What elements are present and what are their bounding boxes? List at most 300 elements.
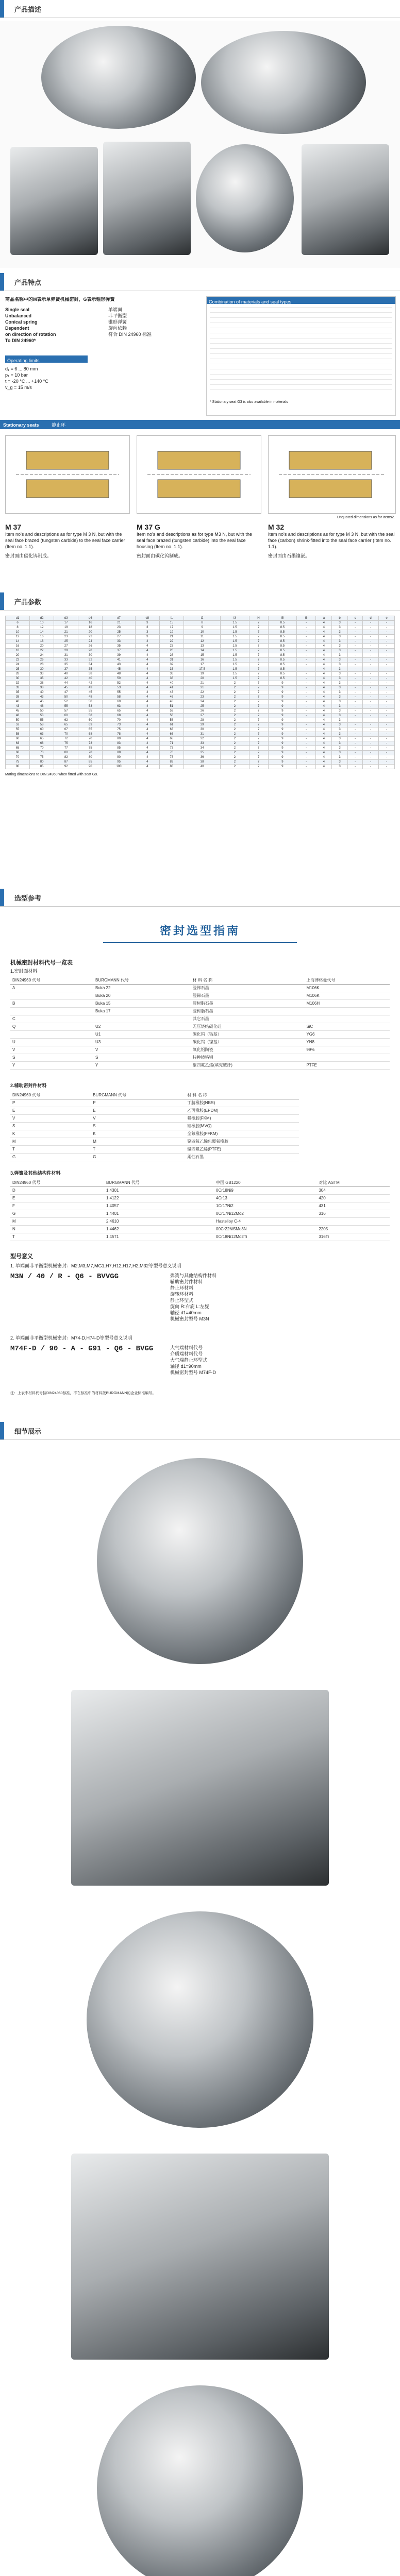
params-cell: 4 <box>135 695 159 700</box>
params-cell: 7 <box>249 727 268 732</box>
detail-gallery <box>0 1448 400 2576</box>
t3-cell: 00Cr22Ni5Mo3N <box>214 1226 316 1233</box>
params-cell: 10 <box>30 621 54 625</box>
params-cell: 60 <box>30 727 54 732</box>
params-cell: 19 <box>159 630 184 635</box>
params-cell: 78 <box>103 732 135 737</box>
params-cell: 3 <box>332 667 348 672</box>
section-header-features <box>0 273 400 291</box>
params-cell: 75 <box>54 741 78 746</box>
params-cell: 4 <box>135 686 159 690</box>
materials-title-bar <box>207 297 395 304</box>
params-cell: 7 <box>249 667 268 672</box>
params-cell: 4 <box>135 658 159 663</box>
params-cell: 50 <box>78 700 103 704</box>
params-cell: 58 <box>103 695 135 700</box>
params-cell: 6 <box>6 621 30 625</box>
t4-b-code: M74F-D / 90 - A - G91 - Q6 - BVGG <box>10 1345 154 1353</box>
t3-col: DIN24960 代号 <box>10 1179 104 1187</box>
params-cell: 33 <box>6 686 30 690</box>
params-cell: 9 <box>184 625 220 630</box>
t2-row <box>10 1123 299 1130</box>
seat-name: M 32 <box>268 523 285 531</box>
params-cell: 26 <box>30 658 54 663</box>
params-cell: 9 <box>268 714 296 718</box>
params-cell: - <box>379 658 395 663</box>
params-row <box>6 630 395 635</box>
params-cell: 50 <box>54 695 78 700</box>
params-cell: 2 <box>221 741 249 746</box>
t2-cell: G <box>91 1154 185 1161</box>
seat-drawing <box>6 436 129 513</box>
materials-note: * Stationary seat G3 is also available in materials <box>210 400 288 404</box>
params-cell: 7 <box>249 709 268 714</box>
t1-cell: M106H <box>304 1000 390 1008</box>
params-cell: 72 <box>54 737 78 741</box>
params-row <box>6 658 395 663</box>
params-cell: 43 <box>30 695 54 700</box>
params-cell: 57 <box>54 709 78 714</box>
params-cell: 43 <box>103 663 135 667</box>
params-row <box>6 709 395 714</box>
params-cell: 2 <box>221 723 249 727</box>
params-cell: 24 <box>30 653 54 658</box>
params-cell: 70 <box>54 732 78 737</box>
t3-cell: E <box>10 1195 104 1202</box>
t2-cell: 柔性石墨 <box>185 1154 299 1161</box>
t1-cell: M106K <box>304 992 390 1000</box>
stationary-bar <box>0 420 400 429</box>
params-cell: 2 <box>221 751 249 755</box>
code-label: 轴径 d1=90mm <box>170 1364 202 1369</box>
detail-photo <box>71 2154 329 2360</box>
guide-title: 密封选型指南 <box>159 924 240 937</box>
t3-row <box>10 1233 390 1241</box>
params-cell: 78 <box>159 755 184 760</box>
t1-row <box>10 1000 390 1008</box>
product-photo <box>201 31 366 134</box>
params-cell: 4 <box>135 649 159 653</box>
materials-title: Combination of materials and seal types <box>209 299 292 304</box>
section-title: 产品特点 <box>14 279 42 286</box>
seat-desc: Item no's and descriptions as for type M 3 N, but with the seal face brazed (tungsten carbide) to the seal face carrier (Item no. 1.1). <box>5 532 125 549</box>
params-cell: 28 <box>30 663 54 667</box>
params-cell: 7 <box>249 658 268 663</box>
params-cell: - <box>297 732 316 737</box>
t1-cell: Buka 20 <box>93 992 191 1000</box>
params-cell: 4 <box>316 737 332 741</box>
product-gallery <box>0 21 400 268</box>
t1-cell: Buka 22 <box>93 985 191 992</box>
params-cell: 60 <box>103 700 135 704</box>
params-cell: 9 <box>268 686 296 690</box>
params-cell: 35 <box>54 663 78 667</box>
feature-bullet: Dependent <box>5 326 29 331</box>
params-cell: 9 <box>268 704 296 709</box>
params-cell: 16 <box>6 644 30 649</box>
params-row <box>6 741 395 746</box>
params-cell: 7 <box>249 690 268 695</box>
params-cell: - <box>348 732 363 737</box>
params-cell: 17 <box>54 621 78 625</box>
params-cell: - <box>297 700 316 704</box>
params-cell: 4 <box>316 625 332 630</box>
params-cell: 35 <box>6 690 30 695</box>
params-cell: 63 <box>103 704 135 709</box>
params-cell: - <box>348 676 363 681</box>
t1-cell: 其它石墨 <box>191 1015 305 1023</box>
params-cell: 23 <box>184 695 220 700</box>
params-cell: 3 <box>332 709 348 714</box>
params-cell: - <box>363 723 379 727</box>
params-cell: - <box>379 686 395 690</box>
params-cell: - <box>348 625 363 630</box>
params-cell: 3 <box>332 639 348 644</box>
params-cell: 4 <box>135 723 159 727</box>
params-cell: 4 <box>135 644 159 649</box>
code-label: 机械密封型号 M3N <box>170 1316 209 1321</box>
params-column-header: l4 <box>249 616 268 621</box>
t3-row <box>10 1187 390 1195</box>
params-cell: 2 <box>221 686 249 690</box>
params-cell: 4 <box>316 732 332 737</box>
params-cell: - <box>363 755 379 760</box>
params-cell: 65 <box>103 709 135 714</box>
code-label: 静止环材料 <box>170 1285 194 1291</box>
params-cell: - <box>348 621 363 625</box>
params-cell: - <box>363 639 379 644</box>
params-cell: 4 <box>316 718 332 723</box>
t3-cell <box>316 1218 390 1226</box>
seat-name: M 37 G <box>137 523 160 531</box>
section-header-overview <box>0 0 400 18</box>
params-cell: 1.5 <box>221 658 249 663</box>
seat-card <box>137 523 260 559</box>
params-cell: 7 <box>249 737 268 741</box>
params-cell: - <box>379 714 395 718</box>
params-cell: 12 <box>184 639 220 644</box>
seat-diagram <box>137 435 261 514</box>
t1-cell: A <box>10 985 93 992</box>
params-cell: 26 <box>78 644 103 649</box>
params-cell: 23 <box>54 635 78 639</box>
params-cell: 2 <box>221 760 249 765</box>
params-row <box>6 635 395 639</box>
t1-cell: SiC <box>304 1023 390 1031</box>
t2-cell: 聚四氟乙烯包覆氟橡胶 <box>185 1138 299 1146</box>
params-cell: - <box>348 755 363 760</box>
params-cell: 4 <box>316 765 332 769</box>
code-label: 弹簧与其他结构件材料 <box>170 1273 217 1278</box>
t1-cell: 浸树脂石墨 <box>191 1008 305 1015</box>
params-cell: 55 <box>30 718 54 723</box>
t2-cell: G <box>10 1154 91 1161</box>
params-cell: 3 <box>332 625 348 630</box>
params-cell: 55 <box>103 690 135 695</box>
params-cell: 29 <box>54 649 78 653</box>
params-cell: 4 <box>135 714 159 718</box>
t1-row <box>10 1046 390 1054</box>
feature-bullet-cn: 旋向依赖 <box>108 326 127 331</box>
t3-row <box>10 1202 390 1210</box>
params-cell: 3 <box>332 630 348 635</box>
params-cell: 78 <box>78 751 103 755</box>
params-cell: 25 <box>184 704 220 709</box>
params-cell: 33 <box>54 658 78 663</box>
params-cell: 9 <box>268 737 296 741</box>
t3-cell: 1.4571 <box>104 1233 214 1241</box>
params-cell: - <box>363 737 379 741</box>
params-cell: 90 <box>78 765 103 769</box>
params-row <box>6 718 395 723</box>
params-cell: 50 <box>30 709 54 714</box>
params-cell: 23 <box>159 644 184 649</box>
ops-line: t = -20 °C ... +140 °C <box>5 379 48 384</box>
t1-row <box>10 1023 390 1031</box>
params-cell: 45 <box>30 700 54 704</box>
t1-cell: 聚四氟乙烯(填充玻纤) <box>191 1062 305 1070</box>
params-cell: 4 <box>135 676 159 681</box>
params-cell: 7 <box>249 672 268 676</box>
guide-footnote: 注：上表中材料代号按DIN24960标准，不在标准中的材料按BURGMANN的企业标准编写。 <box>10 1392 156 1395</box>
params-cell: 28 <box>6 672 30 676</box>
seat-card <box>268 523 395 559</box>
params-column-header: d7 <box>103 616 135 621</box>
params-cell: 2 <box>221 695 249 700</box>
params-cell: - <box>363 635 379 639</box>
params-cell: - <box>363 746 379 751</box>
params-row <box>6 723 395 727</box>
t3-cell: D <box>10 1187 104 1195</box>
params-cell: 12 <box>6 635 30 639</box>
params-cell: 73 <box>103 723 135 727</box>
params-cell: 22 <box>184 690 220 695</box>
params-cell: 20 <box>6 653 30 658</box>
params-cell: 88 <box>159 765 184 769</box>
params-cell: - <box>363 625 379 630</box>
params-cell: 40 <box>78 676 103 681</box>
params-cell: - <box>348 663 363 667</box>
params-cell: 70 <box>6 755 30 760</box>
t1-row <box>10 1054 390 1062</box>
params-cell: - <box>297 704 316 709</box>
params-cell: 9 <box>268 765 296 769</box>
params-cell: 9 <box>268 760 296 765</box>
params-cell: 1.5 <box>221 663 249 667</box>
params-cell: - <box>379 737 395 741</box>
t2-cell: 乙丙橡胶(EPDM) <box>185 1107 299 1115</box>
params-cell: - <box>348 746 363 751</box>
params-column-header: e <box>379 616 395 621</box>
feature-bullet: Unbalanced <box>5 313 32 318</box>
params-cell: 55 <box>54 704 78 709</box>
params-cell: - <box>297 630 316 635</box>
params-cell: 4 <box>135 681 159 686</box>
t3-cell: 304 <box>316 1187 390 1195</box>
params-cell: 55 <box>6 727 30 732</box>
params-cell: - <box>379 630 395 635</box>
params-cell: 19 <box>184 672 220 676</box>
t2-cell: 氟橡胶(FKM) <box>185 1115 299 1123</box>
params-cell: 16 <box>78 621 103 625</box>
code-label: 旋转环材料 <box>170 1292 194 1297</box>
t2-cell: M <box>10 1138 91 1146</box>
code-label: 大气端材料代号 <box>170 1345 203 1350</box>
params-cell: 58 <box>159 718 184 723</box>
params-cell: 4 <box>135 639 159 644</box>
t1-row <box>10 1039 390 1046</box>
t3-cell: 316Ti <box>316 1233 390 1241</box>
params-cell: 9 <box>268 751 296 755</box>
params-cell: 7 <box>249 653 268 658</box>
params-cell: - <box>348 644 363 649</box>
params-cell: 3 <box>332 695 348 700</box>
params-cell: 4 <box>316 644 332 649</box>
params-cell: 1.5 <box>221 653 249 658</box>
params-cell: 4 <box>316 714 332 718</box>
params-cell: 63 <box>6 741 30 746</box>
params-cell: 36 <box>159 672 184 676</box>
params-cell: 53 <box>6 723 30 727</box>
params-cell: 24 <box>6 663 30 667</box>
params-cell: - <box>297 667 316 672</box>
params-cell: 1.5 <box>221 635 249 639</box>
params-cell: 2 <box>221 737 249 741</box>
params-cell: 68 <box>6 751 30 755</box>
t2-row <box>10 1146 299 1154</box>
params-cell: 28 <box>159 653 184 658</box>
t1-cell: 无压烧结碳化硅 <box>191 1023 305 1031</box>
t1-cell: C <box>10 1015 93 1023</box>
params-row <box>6 732 395 737</box>
params-cell: 17 <box>184 663 220 667</box>
params-cell: 46 <box>159 695 184 700</box>
params-cell: 2 <box>221 681 249 686</box>
params-cell: 4 <box>316 658 332 663</box>
params-cell: - <box>348 686 363 690</box>
params-cell: 24 <box>78 639 103 644</box>
params-cell: 4 <box>135 690 159 695</box>
params-cell: - <box>348 672 363 676</box>
params-cell: 2 <box>221 704 249 709</box>
t2-cell: P <box>10 1099 91 1107</box>
params-cell: 20 <box>78 630 103 635</box>
params-cell: 35 <box>103 644 135 649</box>
params-cell: - <box>348 704 363 709</box>
params-cell: 12 <box>30 625 54 630</box>
params-cell: 7 <box>249 723 268 727</box>
params-cell: - <box>363 704 379 709</box>
feature-bullet-cn: 锥形弹簧 <box>108 319 127 325</box>
params-cell: 48 <box>30 704 54 709</box>
params-cell: 77 <box>54 746 78 751</box>
params-cell: - <box>363 760 379 765</box>
t1-cell <box>93 1015 191 1023</box>
params-cell: 4 <box>135 746 159 751</box>
t1-cell: U3 <box>93 1039 191 1046</box>
ops-title-bar <box>5 355 88 363</box>
params-cell: 7 <box>249 639 268 644</box>
params-cell: 8.5 <box>268 672 296 676</box>
params-cell: 7 <box>249 644 268 649</box>
params-cell: 4 <box>135 751 159 755</box>
params-cell: 9 <box>268 700 296 704</box>
params-cell: 63 <box>30 732 54 737</box>
params-cell: 18 <box>78 625 103 630</box>
params-cell: - <box>297 653 316 658</box>
params-cell: 73 <box>159 746 184 751</box>
params-cell: - <box>348 765 363 769</box>
params-column-header: d8 <box>135 616 159 621</box>
params-cell: - <box>348 630 363 635</box>
params-row <box>6 704 395 709</box>
t3-row <box>10 1226 390 1233</box>
params-cell: - <box>379 760 395 765</box>
params-row <box>6 714 395 718</box>
params-cell: 9 <box>268 732 296 737</box>
params-cell: 8.5 <box>268 663 296 667</box>
params-cell: 4 <box>316 667 332 672</box>
params-row <box>6 737 395 741</box>
params-cell: 30 <box>6 676 30 681</box>
params-cell: 20 <box>30 644 54 649</box>
params-cell: 4 <box>316 635 332 639</box>
params-cell: 70 <box>30 746 54 751</box>
t3-row <box>10 1210 390 1218</box>
t3-row <box>10 1218 390 1226</box>
params-cell: 8.5 <box>268 630 296 635</box>
params-row <box>6 653 395 658</box>
t3-cell: 0Cr17Ni12Mo2 <box>214 1210 316 1218</box>
params-cell: - <box>297 718 316 723</box>
t2-cell: K <box>91 1130 185 1138</box>
params-cell: - <box>363 690 379 695</box>
params-cell: 52 <box>103 681 135 686</box>
params-cell: - <box>379 695 395 700</box>
params-table <box>5 616 395 769</box>
params-cell: 7 <box>249 635 268 639</box>
params-cell: 18 <box>6 649 30 653</box>
params-cell: 7 <box>249 695 268 700</box>
t2-table <box>10 1091 299 1161</box>
params-cell: 3 <box>332 732 348 737</box>
stationary-title-cn: 静止环 <box>51 422 65 428</box>
params-cell: 80 <box>78 755 103 760</box>
params-cell: 8 <box>6 625 30 630</box>
ops-line: p₁ = 10 bar <box>5 372 28 378</box>
params-cell: 21 <box>103 621 135 625</box>
t3-col: 对比 ASTM <box>316 1179 390 1187</box>
materials-matrix <box>210 307 392 395</box>
params-cell: 3 <box>135 625 159 630</box>
t1-row <box>10 985 390 992</box>
feature-bullet: To DIN 24960* <box>5 338 36 343</box>
params-cell: 8 <box>184 621 220 625</box>
seat-drawing <box>137 436 261 513</box>
params-cell: - <box>379 681 395 686</box>
t1-cell <box>10 992 93 1000</box>
t1-cell: Y <box>10 1062 93 1070</box>
params-cell: - <box>379 663 395 667</box>
params-cell: 27 <box>54 644 78 649</box>
params-cell: 4 <box>316 727 332 732</box>
params-cell: 68 <box>30 741 54 746</box>
params-cell: 83 <box>103 741 135 746</box>
params-cell: 8.5 <box>268 653 296 658</box>
params-cell: - <box>363 741 379 746</box>
params-cell: 7 <box>249 630 268 635</box>
params-cell: - <box>363 658 379 663</box>
